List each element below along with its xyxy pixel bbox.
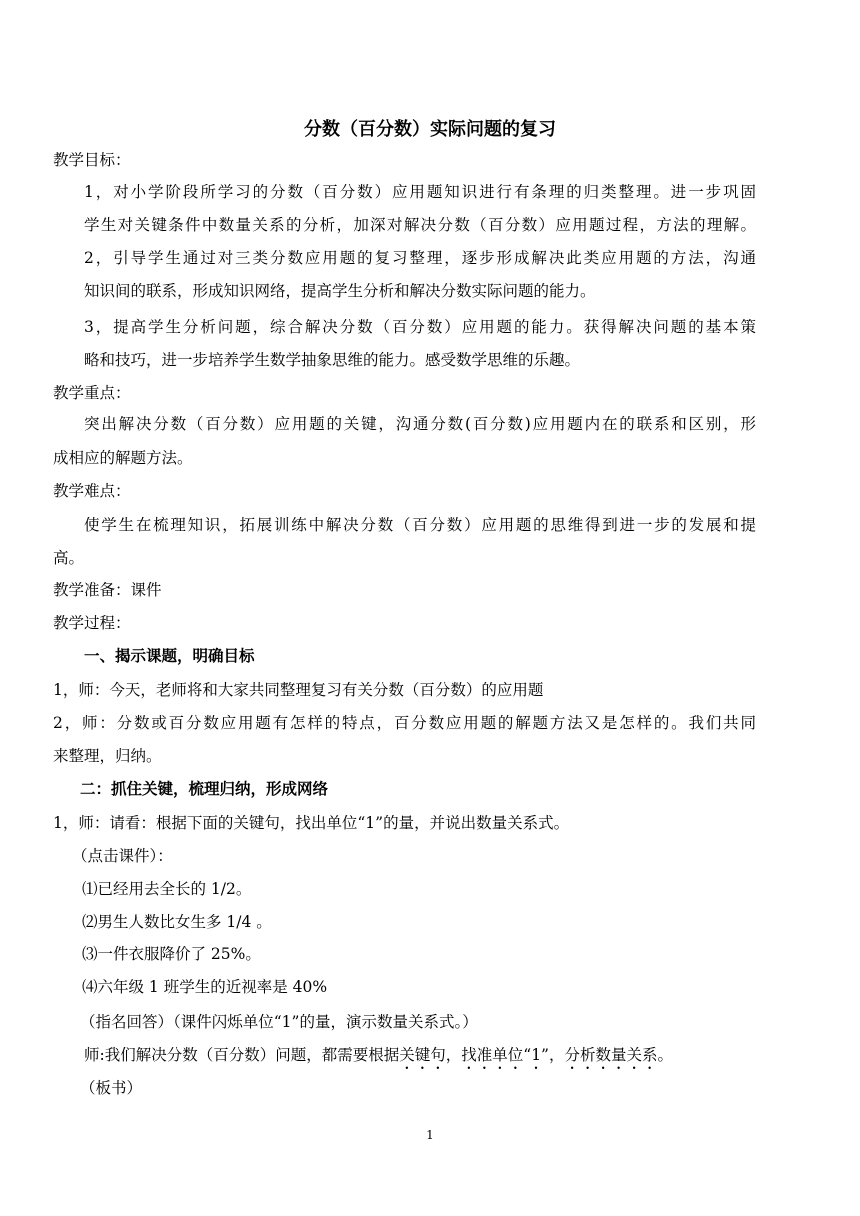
objective-2-line-1: 2，引导学生通过对三类分数应用题的复习整理，逐步形成解决此类应用题的方法，沟通 bbox=[84, 249, 756, 267]
difficulties-heading: 教学难点： bbox=[53, 482, 131, 500]
key-points-heading: 教学重点： bbox=[53, 384, 131, 402]
section-1-line-2: 2，师：分数或百分数应用题有怎样的特点，百分数应用题的解题方法又是怎样的。我们共同 bbox=[53, 714, 756, 732]
list-item: ⑷六年级 1 班学生的近视率是 40% bbox=[82, 978, 328, 996]
section-2-heading: 二：抓住关键，梳理归纳，形成网络 bbox=[80, 780, 329, 798]
teacher-summary-period: 。 bbox=[657, 1046, 674, 1064]
section-1-line-1: 1，师：今天，老师将和大家共同整理复习有关分数（百分数）的应用题 bbox=[53, 681, 544, 699]
section-1-line-3: 来整理，归纳。 bbox=[53, 747, 162, 765]
objective-3-line-2: 略和技巧，进一步培养学生数学抽象思维的能力。感受数学思维的乐趣。 bbox=[84, 351, 581, 369]
list-item: ⑶一件衣服降价了 25%。 bbox=[82, 945, 261, 963]
page-number: 1 bbox=[426, 1128, 434, 1142]
objective-1-line-1: 1，对小学阶段所学习的分数（百分数）应用题知识进行有条理的归类整理。进一步巩固 bbox=[84, 183, 756, 201]
process-heading: 教学过程： bbox=[53, 614, 131, 632]
page-title: 分数（百分数）实际问题的复习 bbox=[304, 119, 556, 140]
emphasis-unit-one: 找准单位“1” bbox=[461, 1046, 549, 1064]
difficulties-line-1: 使学生在梳理知识，拓展训练中解决分数（百分数）应用题的思维得到进一步的发展和提 bbox=[84, 516, 756, 534]
key-points-line-2: 成相应的解题方法。 bbox=[53, 449, 193, 467]
objective-2-line-2: 知识间的联系，形成知识网络，提高学生分析和解决分数实际问题的能力。 bbox=[84, 282, 596, 300]
list-item: ⑵男生人数比女生多 1/4 。 bbox=[82, 913, 272, 931]
click-courseware: （点击课件）： bbox=[72, 847, 173, 865]
section-1-heading: 一、揭示课题，明确目标 bbox=[84, 647, 255, 665]
emphasis-quantity-relation: 分析数量关系 bbox=[564, 1046, 658, 1064]
answer-line: （指名回答）（课件闪烁单位“1”的量，演示数量关系式。） bbox=[80, 1013, 478, 1031]
teacher-summary-comma: ， bbox=[548, 1046, 565, 1064]
objective-1-line-2: 学生对关键条件中数量关系的分析，加深对解决分数（百分数）应用题过程，方法的理解。 bbox=[84, 216, 756, 234]
objectives-heading: 教学目标： bbox=[53, 151, 131, 169]
objective-3-line-1: 3，提高学生分析问题，综合解决分数（百分数）应用题的能力。获得解决问题的基本策 bbox=[84, 318, 756, 336]
board-writing: （板书） bbox=[80, 1079, 143, 1097]
list-item: ⑴已经用去全长的 1/2。 bbox=[82, 880, 252, 898]
preparation: 教学准备：课件 bbox=[53, 581, 162, 599]
difficulties-line-2: 高。 bbox=[53, 549, 85, 567]
teacher-summary-comma: ， bbox=[445, 1046, 462, 1064]
key-points-line-1: 突出解决分数（百分数）应用题的关键，沟通分数(百分数)应用题内在的联系和区别，形 bbox=[84, 415, 756, 433]
teacher-summary bbox=[84, 1045, 673, 1073]
section-2-line-1: 1，师：请看：根据下面的关键句，找出单位“1”的量，并说出数量关系式。 bbox=[53, 814, 570, 832]
teacher-summary-lead: 师:我们解决分数（百分数）问题，都需要根据 bbox=[84, 1046, 400, 1064]
emphasis-key-sentence: 关键句 bbox=[399, 1046, 446, 1064]
